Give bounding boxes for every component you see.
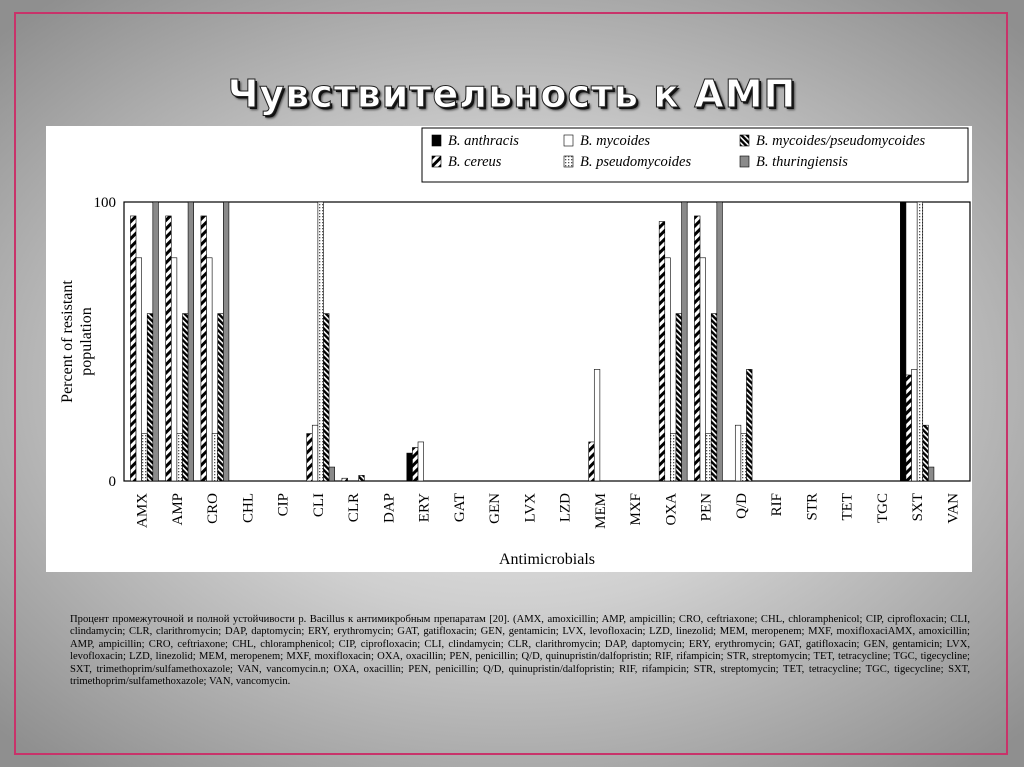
- x-tick-label-pen: PEN: [698, 493, 715, 522]
- plot-border: [124, 202, 970, 481]
- legend-label-b-cereus: B. cereus: [448, 154, 502, 170]
- x-tick-label-van: VAN: [945, 493, 962, 524]
- bar-chart: [46, 126, 972, 572]
- x-tick-label-mem: MEM: [592, 493, 609, 529]
- bar-ery-b-anthracis: [407, 453, 413, 481]
- legend-swatch-b-anthracis: [432, 135, 441, 146]
- legend-label-b-thuringiensis: B. thuringiensis: [756, 154, 848, 170]
- bar-q-d-b-mycoides-pseudomycoides: [746, 369, 752, 481]
- x-tick-label-tgc: TGC: [874, 493, 891, 523]
- bar-amp-b-mycoides-pseudomycoides: [182, 314, 188, 481]
- x-tick-label-cro: CRO: [205, 493, 222, 524]
- bar-sxt-b-pseudomycoides: [917, 202, 923, 481]
- legend: [422, 128, 968, 182]
- bar-pen-b-pseudomycoides: [706, 434, 712, 481]
- bar-oxa-b-cereus: [659, 222, 665, 481]
- bar-mem-b-mycoides: [594, 369, 600, 481]
- figure-caption: Процент промежуточной и полной устойчивости р. Bacillus к антимикробным препаратам [20]. (AMX, amoxicillin; AMP, ampicillin; CRO, ceftriaxone; CHL, chloramphenicol; CIP, ciprofloxacin; CLI, clindamycin; CLR, clarithromycin; DAP, daptomycin; ERY, erythromycin; GAT, gatifloxacin; GEN, gentamicin; LVX, levofloxacin; LZD, linezolid; MEM, meropenem; MXF, moxifloxaciAMX, amoxicillin; AMP, ampicillin; CRO, ceftriaxone; CHL, chloramphenicol; CIP, ciprofloxacin; CLI, clindamycin; CLR, clarithromycin; DAP, daptomycin; ERY, erythromycin; GAT, gatifloxacin; GEN, gentamicin; LVX, levofloxacin; LZD, linezolid; MEM, meropenem; MXF, moxifloxacin; OXA, oxacillin; PEN, penicillin; Q/D, quinupristin/dalfopristin; RIF, rifampicin; STR, streptomycin; TET, tetracycline; TGC, tigecycline; SXT, trimethoprim/sulfamethoxazole; VAN, vancomycin.n; OXA, oxacillin; PEN, penicillin; Q/D, quinupristin/dalfopristin; RIF, rifampicin; STR, streptomycin; TET, tetracycline; TGC, tigecycline; SXT, trimethoprim/sulfamethoxazole; VAN, vancomycin.: [70, 614, 970, 688]
- x-tick-label-q-d: Q/D: [733, 493, 750, 519]
- x-tick-label-cip: CIP: [275, 493, 292, 517]
- bar-amp-b-mycoides: [171, 258, 177, 481]
- bar-mem-b-cereus: [589, 442, 595, 481]
- x-tick-label-gen: GEN: [487, 493, 504, 524]
- x-tick-label-str: STR: [804, 493, 821, 521]
- bar-q-d-b-mycoides: [735, 425, 741, 481]
- bar-amx-b-pseudomycoides: [142, 434, 148, 481]
- bar-oxa-b-pseudomycoides: [670, 434, 676, 481]
- bar-cro-b-pseudomycoides: [212, 434, 218, 481]
- bar-oxa-b-mycoides-pseudomycoides: [676, 314, 682, 481]
- bar-amp-b-pseudomycoides: [177, 434, 183, 481]
- bar-cli-b-pseudomycoides: [318, 202, 324, 481]
- x-tick-label-sxt: SXT: [910, 493, 927, 522]
- x-tick-label-lzd: LZD: [557, 493, 574, 523]
- legend-swatch-b-pseudomycoides: [564, 156, 573, 167]
- bar-cro-b-mycoides: [207, 258, 213, 481]
- bar-clr-b-mycoides-pseudomycoides: [359, 475, 365, 481]
- bar-cli-b-mycoides-pseudomycoides: [323, 314, 329, 481]
- legend-label-b-anthracis: B. anthracis: [448, 133, 519, 149]
- bar-amx-b-mycoides-pseudomycoides: [147, 314, 153, 481]
- bar-oxa-b-mycoides: [665, 258, 671, 481]
- x-tick-label-dap: DAP: [381, 493, 398, 524]
- y-axis-label: Percent of resistant population: [59, 280, 95, 403]
- bar-clr-b-cereus: [342, 478, 348, 481]
- bar-ery-b-mycoides: [418, 442, 424, 481]
- x-tick-label-ery: ERY: [416, 493, 433, 523]
- x-tick-label-mxf: MXF: [628, 493, 645, 526]
- bar-cli-b-thuringiensis: [329, 467, 335, 481]
- bar-cro-b-mycoides-pseudomycoides: [218, 314, 224, 481]
- bar-pen-b-mycoides: [700, 258, 706, 481]
- x-tick-label-gat: GAT: [451, 493, 468, 523]
- legend-label-b-pseudomycoides: B. pseudomycoides: [580, 154, 692, 170]
- x-tick-label-amx: AMX: [134, 493, 151, 529]
- legend-swatch-b-mycoides-pseudomycoides: [740, 135, 749, 146]
- legend-swatch-b-cereus: [432, 156, 441, 167]
- bar-pen-b-cereus: [694, 216, 700, 481]
- bar-sxt-b-mycoides: [912, 369, 918, 481]
- x-tick-label-chl: CHL: [240, 493, 257, 523]
- x-tick-label-rif: RIF: [769, 493, 786, 517]
- bar-amx-b-mycoides: [136, 258, 142, 481]
- x-axis-label: Antimicrobials: [499, 551, 595, 568]
- slide-title: Чувствительность к АМП: [227, 72, 797, 116]
- x-tick-label-lvx: LVX: [522, 493, 539, 523]
- x-tick-label-tet: TET: [839, 493, 856, 521]
- x-tick-label-cli: CLI: [310, 493, 327, 518]
- bar-pen-b-thuringiensis: [717, 202, 723, 481]
- x-tick-label-clr: CLR: [346, 493, 363, 523]
- legend-swatch-b-thuringiensis: [740, 156, 749, 167]
- legend-label-b-mycoides: B. mycoides: [580, 133, 651, 149]
- bar-sxt-b-cereus: [906, 375, 912, 481]
- x-tick-label-oxa: OXA: [663, 493, 680, 526]
- bar-sxt-b-thuringiensis: [928, 467, 934, 481]
- legend-label-b-mycoides-pseudomycoides: B. mycoides/pseudomycoides: [756, 133, 926, 149]
- x-tick-label-amp: AMP: [169, 493, 186, 526]
- x-tick-labels: [135, 493, 962, 568]
- plot-area: [124, 202, 970, 481]
- bar-sxt-b-mycoides-pseudomycoides: [923, 425, 929, 481]
- y-tick-label: 0: [108, 474, 116, 490]
- bar-q-d-b-pseudomycoides: [741, 434, 747, 481]
- bar-pen-b-mycoides-pseudomycoides: [711, 314, 717, 481]
- bar-ery-b-cereus: [412, 448, 418, 481]
- y-axis: [59, 195, 130, 490]
- bar-cli-b-cereus: [307, 434, 313, 481]
- bar-cli-b-mycoides: [312, 425, 318, 481]
- legend-swatch-b-mycoides: [564, 135, 573, 146]
- bar-amp-b-thuringiensis: [188, 202, 194, 481]
- bar-oxa-b-thuringiensis: [682, 202, 688, 481]
- bar-amp-b-cereus: [166, 216, 172, 481]
- bars-group: [130, 202, 934, 481]
- bar-amx-b-thuringiensis: [153, 202, 159, 481]
- bar-amx-b-cereus: [130, 216, 136, 481]
- y-tick-label: 100: [93, 195, 116, 211]
- bar-sxt-b-anthracis: [900, 202, 906, 481]
- bar-cro-b-cereus: [201, 216, 207, 481]
- chart-figure: [46, 126, 972, 572]
- bar-cro-b-thuringiensis: [223, 202, 229, 481]
